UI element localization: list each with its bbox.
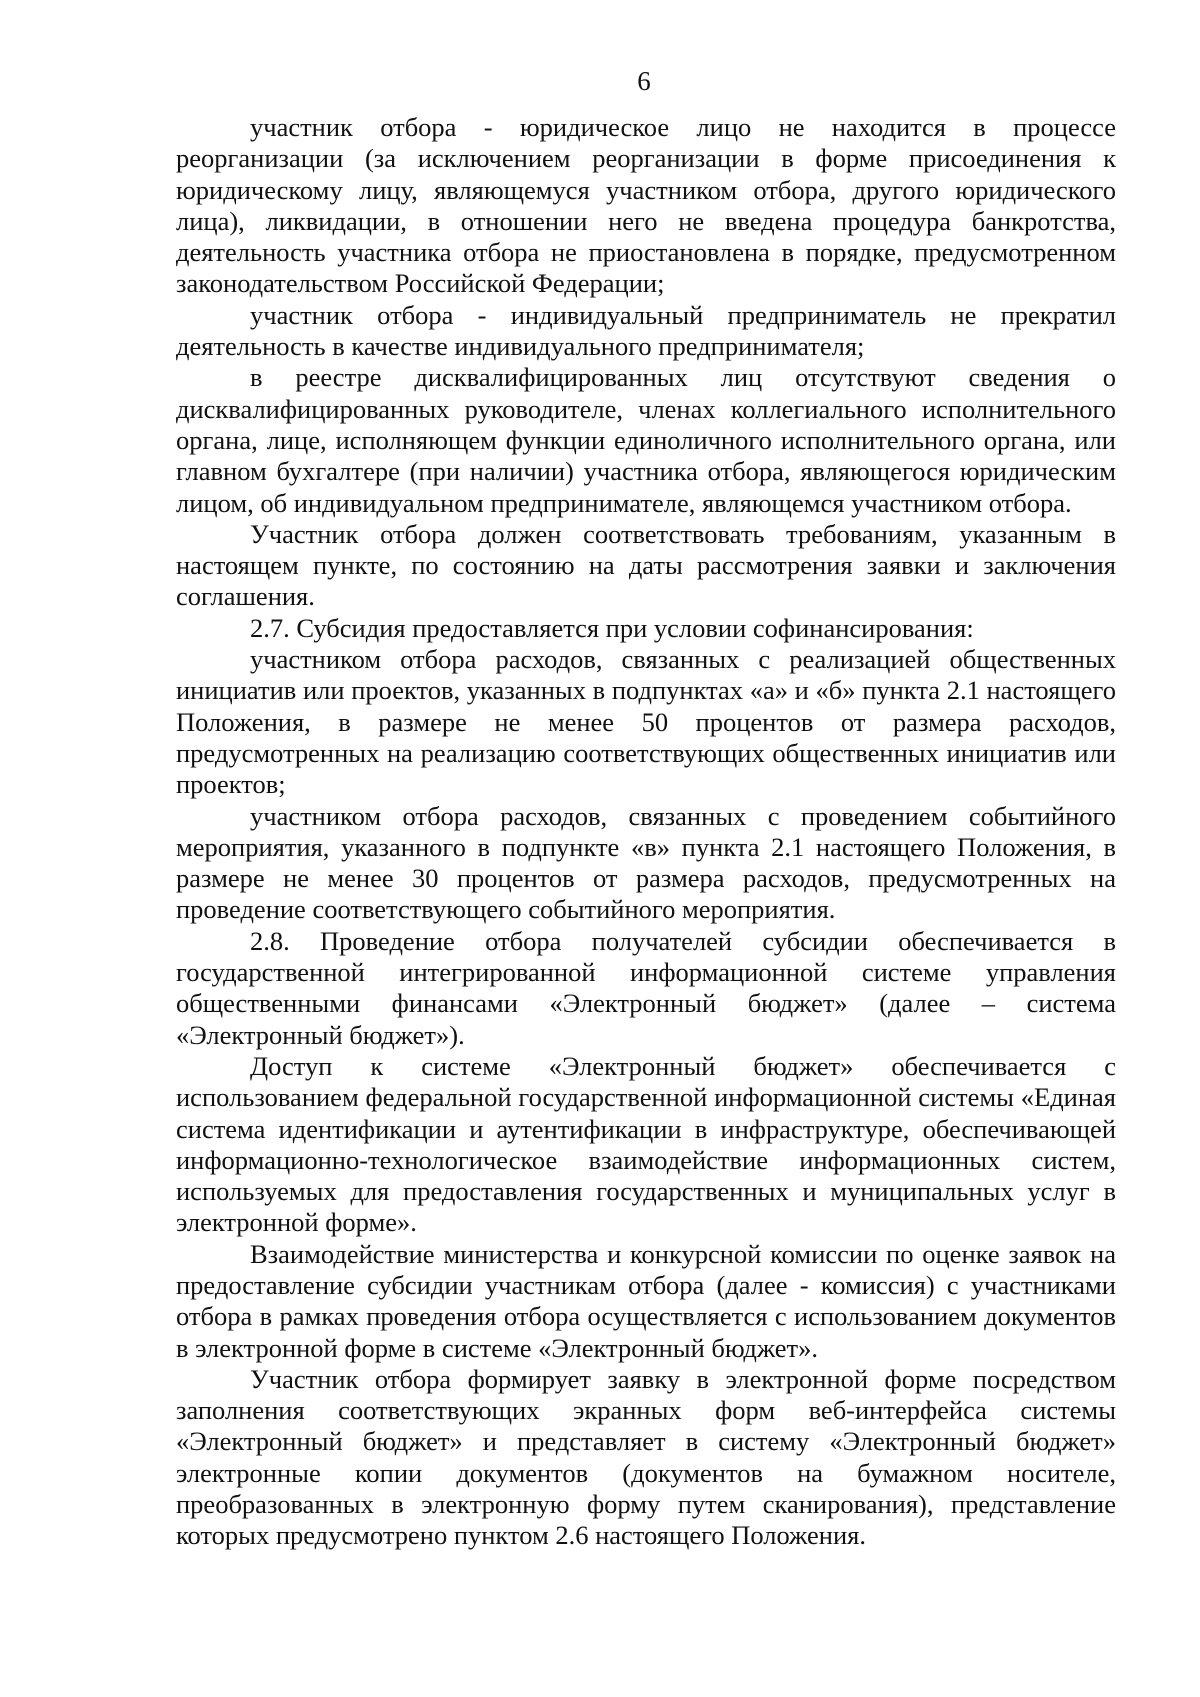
paragraph: 2.7. Субсидия предоставляется при условии софинансирования: bbox=[250, 612, 974, 643]
paragraph: Участник отбора формирует заявку в электронной форме посредством заполнения соответствующих экранных форм веб-интерфейса системы «Электронный бюджет» и представляет в систему «Электронный бюджет» электронные копии документов (документов на бумажном носителе, преобразованных в электронную форму путем сканирования), представление которых предусмотрено пунктом 2.6 настоящего Положения. bbox=[176, 1363, 1116, 1551]
paragraph: участник отбора - юридическое лицо не находится в процессе реорганизации (за исключением реорганизации в форме присоединения к юридическому лицу, являющемуся участником отбора, другого юридического лица), ликвидации, в отношении него не введена процедура банкротства, деятельность участника отбора не приостановлена в порядке, предусмотренном законодательством Российской Федерации; bbox=[176, 112, 1116, 299]
paragraph: 2.8. Проведение отбора получателей субсидии обеспечивается в государственной интегрированной информационной системе управления общественными финансами «Электронный бюджет» (далее – система «Электронный бюджет»). bbox=[176, 925, 1116, 1050]
document-body bbox=[176, 112, 1116, 1552]
paragraph: участником отбора расходов, связанных с проведением событийного мероприятия, указанного в подпункте «в» пункта 2.1 настоящего Положения, в размере не менее 30 процентов от размера расходов, предусмотренных на проведение соответствующего событийного мероприятия. bbox=[176, 800, 1116, 925]
page-number: 6 bbox=[637, 66, 651, 96]
paragraph: в реестре дисквалифицированных лиц отсутствуют сведения о дисквалифицированных руководителе, членах коллегиального исполнительного органа, лице, исполняющем функции единоличного исполнительного органа, или главном бухгалтере (при наличии) участника отбора, являющегося юридическим лицом, об индивидуальном предпринимателе, являющемся участником отбора. bbox=[176, 362, 1116, 518]
paragraph: участником отбора расходов, связанных с реализацией общественных инициатив или проектов, указанных в подпунктах «а» и «б» пункта 2.1 настоящего Положения, в размере не менее 50 процентов от размера расходов, предусмотренных на реализацию соответствующих общественных инициатив или проектов; bbox=[176, 644, 1116, 800]
paragraph: Участник отбора должен соответствовать требованиям, указанным в настоящем пункте, по состоянию на даты рассмотрения заявки и заключения соглашения. bbox=[176, 518, 1116, 612]
paragraph: участник отбора - индивидуальный предприниматель не прекратил деятельность в качестве индивидуального предпринимателя; bbox=[176, 299, 1116, 362]
paragraph: Взаимодействие министерства и конкурсной комиссии по оценке заявок на предоставление субсидии участникам отбора (далее - комиссия) с участниками отбора в рамках проведения отбора осуществляется с использованием документов в электронной форме в системе «Электронный бюджет». bbox=[176, 1238, 1116, 1363]
paragraph: Доступ к системе «Электронный бюджет» обеспечивается с использованием федеральной государственной информационной системы «Единая система идентификации и аутентификации в инфраструктуре, обеспечивающей информационно-технологическое взаимодействие информационных систем, используемых для предоставления государственных и муниципальных услуг в электронной форме». bbox=[176, 1050, 1116, 1238]
